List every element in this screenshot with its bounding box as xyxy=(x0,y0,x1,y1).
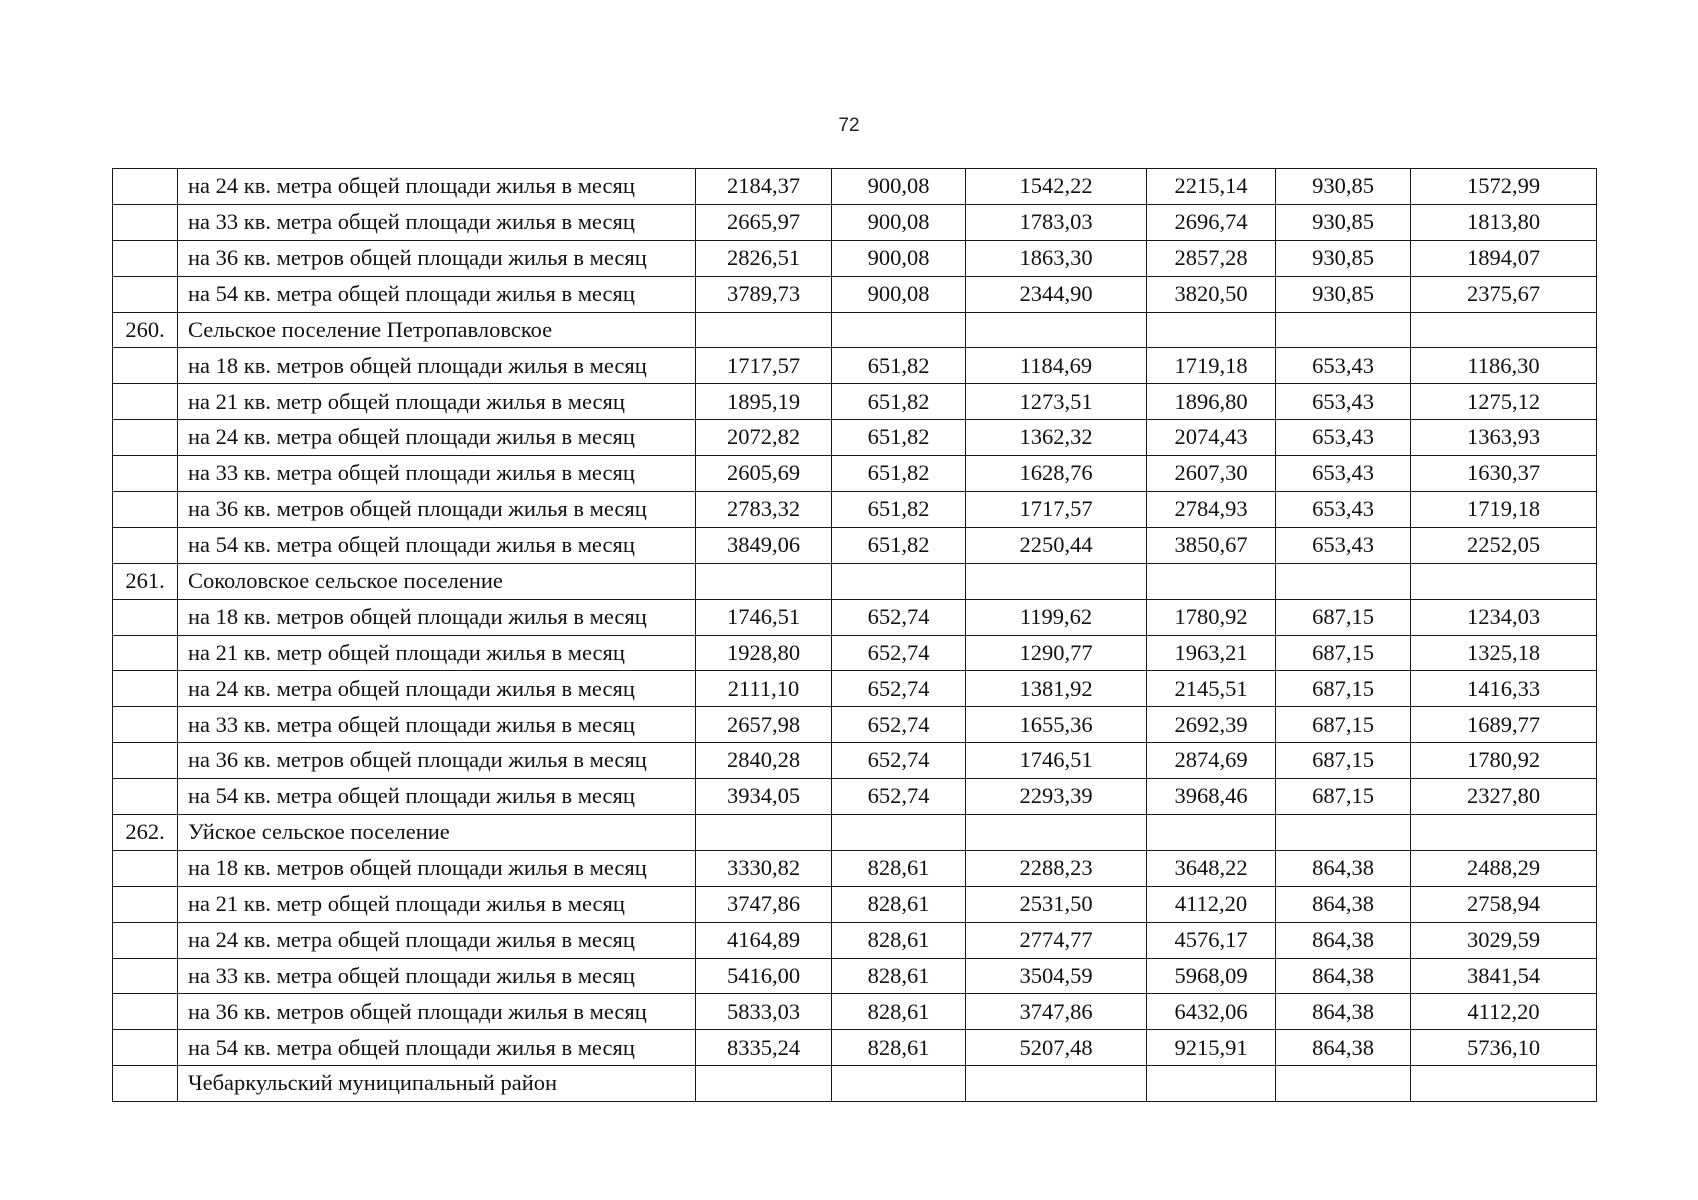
value-cell-4: 2692,39 xyxy=(1147,707,1276,743)
row-number-cell: 261. xyxy=(113,563,178,599)
value-cell-4 xyxy=(1147,1066,1276,1102)
value-cell-3: 1717,57 xyxy=(966,492,1147,528)
value-cell-5: 687,15 xyxy=(1276,707,1411,743)
table-row xyxy=(113,312,1597,348)
row-name-cell: на 18 кв. метров общей площади жилья в месяц xyxy=(178,850,696,886)
row-number-cell xyxy=(113,635,178,671)
value-cell-3: 2531,50 xyxy=(966,886,1147,922)
value-cell-6: 3841,54 xyxy=(1411,958,1597,994)
value-cell-1: 1717,57 xyxy=(696,348,832,384)
value-cell-1: 5833,03 xyxy=(696,994,832,1030)
value-cell-6 xyxy=(1411,312,1597,348)
value-cell-5: 687,15 xyxy=(1276,671,1411,707)
row-number-cell xyxy=(113,527,178,563)
table-body xyxy=(113,169,1597,1102)
value-cell-2: 828,61 xyxy=(832,922,966,958)
value-cell-4 xyxy=(1147,563,1276,599)
row-number-cell xyxy=(113,779,178,815)
value-cell-6: 1630,37 xyxy=(1411,456,1597,492)
value-cell-6: 1275,12 xyxy=(1411,384,1597,420)
value-cell-1: 2111,10 xyxy=(696,671,832,707)
value-cell-3: 1542,22 xyxy=(966,169,1147,205)
value-cell-4: 2857,28 xyxy=(1147,240,1276,276)
row-name-cell: на 18 кв. метров общей площади жилья в месяц xyxy=(178,348,696,384)
value-cell-4: 2215,14 xyxy=(1147,169,1276,205)
value-cell-6: 2758,94 xyxy=(1411,886,1597,922)
value-cell-2: 900,08 xyxy=(832,240,966,276)
row-name-cell: на 36 кв. метров общей площади жилья в месяц xyxy=(178,743,696,779)
table-row xyxy=(113,492,1597,528)
value-cell-2: 651,82 xyxy=(832,420,966,456)
value-cell-5: 930,85 xyxy=(1276,169,1411,205)
table-row xyxy=(113,1066,1597,1102)
row-number-cell xyxy=(113,240,178,276)
value-cell-4 xyxy=(1147,815,1276,851)
row-number-cell xyxy=(113,850,178,886)
value-cell-2 xyxy=(832,312,966,348)
row-name-cell: на 18 кв. метров общей площади жилья в месяц xyxy=(178,599,696,635)
row-number-cell xyxy=(113,420,178,456)
value-cell-4: 2145,51 xyxy=(1147,671,1276,707)
row-name-cell: Соколовское сельское поселение xyxy=(178,563,696,599)
value-cell-3: 1746,51 xyxy=(966,743,1147,779)
row-name-cell: на 54 кв. метра общей площади жилья в месяц xyxy=(178,779,696,815)
value-cell-2: 652,74 xyxy=(832,707,966,743)
value-cell-6: 1780,92 xyxy=(1411,743,1597,779)
table-row xyxy=(113,850,1597,886)
row-number-cell xyxy=(113,492,178,528)
row-name-cell: на 54 кв. метра общей площади жилья в месяц xyxy=(178,276,696,312)
value-cell-3 xyxy=(966,815,1147,851)
value-cell-5: 653,43 xyxy=(1276,456,1411,492)
value-cell-2: 900,08 xyxy=(832,204,966,240)
value-cell-3: 2250,44 xyxy=(966,527,1147,563)
row-name-cell: на 33 кв. метра общей площади жилья в месяц xyxy=(178,456,696,492)
value-cell-2: 651,82 xyxy=(832,492,966,528)
row-number-cell xyxy=(113,169,178,205)
page-number: 72 xyxy=(838,115,860,136)
value-cell-4: 2874,69 xyxy=(1147,743,1276,779)
value-cell-6: 1186,30 xyxy=(1411,348,1597,384)
row-number-cell xyxy=(113,599,178,635)
value-cell-4: 2784,93 xyxy=(1147,492,1276,528)
row-number-cell xyxy=(113,204,178,240)
value-cell-3: 5207,48 xyxy=(966,1030,1147,1066)
value-cell-2 xyxy=(832,1066,966,1102)
value-cell-6: 1572,99 xyxy=(1411,169,1597,205)
table-row xyxy=(113,599,1597,635)
row-name-cell: на 24 кв. метра общей площади жилья в месяц xyxy=(178,671,696,707)
table-row xyxy=(113,527,1597,563)
row-number-cell xyxy=(113,384,178,420)
value-cell-1: 1928,80 xyxy=(696,635,832,671)
value-cell-1: 3330,82 xyxy=(696,850,832,886)
value-cell-3: 1290,77 xyxy=(966,635,1147,671)
value-cell-4: 3648,22 xyxy=(1147,850,1276,886)
value-cell-1 xyxy=(696,563,832,599)
row-number-cell xyxy=(113,743,178,779)
value-cell-2 xyxy=(832,563,966,599)
value-cell-3: 1863,30 xyxy=(966,240,1147,276)
table-row xyxy=(113,707,1597,743)
value-cell-6: 2327,80 xyxy=(1411,779,1597,815)
table-row xyxy=(113,886,1597,922)
row-name-cell: Сельское поселение Петропавловское xyxy=(178,312,696,348)
table-row xyxy=(113,922,1597,958)
value-cell-3 xyxy=(966,563,1147,599)
value-cell-6: 1363,93 xyxy=(1411,420,1597,456)
table-row xyxy=(113,1030,1597,1066)
row-name-cell: Чебаркульский муниципальный район xyxy=(178,1066,696,1102)
value-cell-3: 1381,92 xyxy=(966,671,1147,707)
value-cell-4: 5968,09 xyxy=(1147,958,1276,994)
table-row xyxy=(113,743,1597,779)
row-number-cell xyxy=(113,348,178,384)
value-cell-6: 3029,59 xyxy=(1411,922,1597,958)
table-row xyxy=(113,276,1597,312)
value-cell-1: 2605,69 xyxy=(696,456,832,492)
row-number-cell xyxy=(113,276,178,312)
row-name-cell: на 33 кв. метра общей площади жилья в месяц xyxy=(178,204,696,240)
value-cell-4: 1896,80 xyxy=(1147,384,1276,420)
value-cell-6: 1689,77 xyxy=(1411,707,1597,743)
value-cell-1: 5416,00 xyxy=(696,958,832,994)
value-cell-2: 828,61 xyxy=(832,994,966,1030)
value-cell-6: 5736,10 xyxy=(1411,1030,1597,1066)
value-cell-5: 653,43 xyxy=(1276,420,1411,456)
row-name-cell: на 24 кв. метра общей площади жилья в месяц xyxy=(178,922,696,958)
value-cell-1: 2840,28 xyxy=(696,743,832,779)
value-cell-5: 864,38 xyxy=(1276,886,1411,922)
table-row xyxy=(113,348,1597,384)
value-cell-1: 2657,98 xyxy=(696,707,832,743)
value-cell-2: 651,82 xyxy=(832,348,966,384)
value-cell-3: 1184,69 xyxy=(966,348,1147,384)
value-cell-5: 864,38 xyxy=(1276,922,1411,958)
table-row xyxy=(113,958,1597,994)
value-cell-3: 2774,77 xyxy=(966,922,1147,958)
value-cell-5: 864,38 xyxy=(1276,1030,1411,1066)
value-cell-1: 2783,32 xyxy=(696,492,832,528)
value-cell-6: 2252,05 xyxy=(1411,527,1597,563)
value-cell-5 xyxy=(1276,312,1411,348)
value-cell-2: 900,08 xyxy=(832,169,966,205)
row-name-cell: на 36 кв. метров общей площади жилья в месяц xyxy=(178,492,696,528)
row-name-cell: на 21 кв. метр общей площади жилья в месяц xyxy=(178,886,696,922)
row-name-cell: на 21 кв. метр общей площади жилья в месяц xyxy=(178,384,696,420)
value-cell-2: 652,74 xyxy=(832,671,966,707)
table-row xyxy=(113,994,1597,1030)
table-row xyxy=(113,779,1597,815)
row-name-cell: на 36 кв. метров общей площади жилья в месяц xyxy=(178,240,696,276)
table-row xyxy=(113,169,1597,205)
value-cell-5: 864,38 xyxy=(1276,994,1411,1030)
value-cell-5: 864,38 xyxy=(1276,850,1411,886)
row-number-cell xyxy=(113,922,178,958)
value-cell-2: 652,74 xyxy=(832,779,966,815)
value-cell-2: 651,82 xyxy=(832,456,966,492)
row-number-cell xyxy=(113,1030,178,1066)
value-cell-2: 828,61 xyxy=(832,1030,966,1066)
value-cell-1: 1746,51 xyxy=(696,599,832,635)
row-name-cell: Уйское сельское поселение xyxy=(178,815,696,851)
value-cell-3: 1199,62 xyxy=(966,599,1147,635)
value-cell-2: 828,61 xyxy=(832,886,966,922)
value-cell-1: 4164,89 xyxy=(696,922,832,958)
value-cell-6 xyxy=(1411,1066,1597,1102)
value-cell-5: 653,43 xyxy=(1276,527,1411,563)
value-cell-3: 2344,90 xyxy=(966,276,1147,312)
row-name-cell: на 33 кв. метра общей площади жилья в месяц xyxy=(178,958,696,994)
value-cell-1 xyxy=(696,1066,832,1102)
value-cell-4: 3820,50 xyxy=(1147,276,1276,312)
value-cell-1: 2184,37 xyxy=(696,169,832,205)
value-cell-4: 9215,91 xyxy=(1147,1030,1276,1066)
value-cell-4: 3850,67 xyxy=(1147,527,1276,563)
value-cell-2: 828,61 xyxy=(832,958,966,994)
table-row xyxy=(113,240,1597,276)
value-cell-2: 652,74 xyxy=(832,599,966,635)
value-cell-3: 1273,51 xyxy=(966,384,1147,420)
row-name-cell: на 24 кв. метра общей площади жилья в месяц xyxy=(178,169,696,205)
value-cell-4: 1719,18 xyxy=(1147,348,1276,384)
value-cell-4: 2696,74 xyxy=(1147,204,1276,240)
value-cell-1 xyxy=(696,815,832,851)
value-cell-1: 1895,19 xyxy=(696,384,832,420)
row-number-cell xyxy=(113,994,178,1030)
value-cell-6: 1234,03 xyxy=(1411,599,1597,635)
value-cell-6: 1416,33 xyxy=(1411,671,1597,707)
table-row xyxy=(113,420,1597,456)
value-cell-5: 687,15 xyxy=(1276,635,1411,671)
value-cell-4: 3968,46 xyxy=(1147,779,1276,815)
value-cell-6: 2488,29 xyxy=(1411,850,1597,886)
value-cell-3: 2293,39 xyxy=(966,779,1147,815)
row-number-cell: 260. xyxy=(113,312,178,348)
value-cell-4: 2607,30 xyxy=(1147,456,1276,492)
value-cell-4: 4112,20 xyxy=(1147,886,1276,922)
value-cell-5: 653,43 xyxy=(1276,348,1411,384)
value-cell-2 xyxy=(832,815,966,851)
table-row xyxy=(113,384,1597,420)
table-row xyxy=(113,671,1597,707)
row-name-cell: на 21 кв. метр общей площади жилья в месяц xyxy=(178,635,696,671)
value-cell-3 xyxy=(966,1066,1147,1102)
value-cell-3: 1362,32 xyxy=(966,420,1147,456)
value-cell-1 xyxy=(696,312,832,348)
value-cell-1: 3849,06 xyxy=(696,527,832,563)
value-cell-1: 2072,82 xyxy=(696,420,832,456)
row-number-cell xyxy=(113,958,178,994)
value-cell-4: 1963,21 xyxy=(1147,635,1276,671)
value-cell-4: 2074,43 xyxy=(1147,420,1276,456)
value-cell-5: 653,43 xyxy=(1276,384,1411,420)
value-cell-1: 3747,86 xyxy=(696,886,832,922)
value-cell-1: 8335,24 xyxy=(696,1030,832,1066)
value-cell-5: 687,15 xyxy=(1276,779,1411,815)
value-cell-5 xyxy=(1276,563,1411,599)
value-cell-1: 2665,97 xyxy=(696,204,832,240)
value-cell-3: 3747,86 xyxy=(966,994,1147,1030)
value-cell-5: 930,85 xyxy=(1276,240,1411,276)
value-cell-2: 828,61 xyxy=(832,850,966,886)
value-cell-4: 1780,92 xyxy=(1147,599,1276,635)
value-cell-6 xyxy=(1411,563,1597,599)
table-row xyxy=(113,635,1597,671)
value-cell-6: 2375,67 xyxy=(1411,276,1597,312)
value-cell-1: 2826,51 xyxy=(696,240,832,276)
table-row xyxy=(113,204,1597,240)
row-name-cell: на 36 кв. метров общей площади жилья в месяц xyxy=(178,994,696,1030)
value-cell-6: 1894,07 xyxy=(1411,240,1597,276)
table-row xyxy=(113,456,1597,492)
value-cell-6: 4112,20 xyxy=(1411,994,1597,1030)
table-row xyxy=(113,815,1597,851)
value-cell-2: 652,74 xyxy=(832,743,966,779)
value-cell-3: 2288,23 xyxy=(966,850,1147,886)
value-cell-6: 1719,18 xyxy=(1411,492,1597,528)
row-number-cell xyxy=(113,886,178,922)
value-cell-5: 653,43 xyxy=(1276,492,1411,528)
table-row xyxy=(113,563,1597,599)
value-cell-1: 3934,05 xyxy=(696,779,832,815)
row-name-cell: на 54 кв. метра общей площади жилья в месяц xyxy=(178,1030,696,1066)
row-name-cell: на 24 кв. метра общей площади жилья в месяц xyxy=(178,420,696,456)
value-cell-5: 687,15 xyxy=(1276,599,1411,635)
value-cell-3 xyxy=(966,312,1147,348)
value-cell-2: 900,08 xyxy=(832,276,966,312)
row-number-cell xyxy=(113,1066,178,1102)
value-cell-3: 3504,59 xyxy=(966,958,1147,994)
tariff-table xyxy=(112,168,1597,1102)
row-name-cell: на 54 кв. метра общей площади жилья в месяц xyxy=(178,527,696,563)
row-name-cell: на 33 кв. метра общей площади жилья в месяц xyxy=(178,707,696,743)
value-cell-2: 651,82 xyxy=(832,384,966,420)
value-cell-6: 1325,18 xyxy=(1411,635,1597,671)
value-cell-5: 930,85 xyxy=(1276,204,1411,240)
value-cell-6: 1813,80 xyxy=(1411,204,1597,240)
value-cell-4: 4576,17 xyxy=(1147,922,1276,958)
row-number-cell xyxy=(113,456,178,492)
value-cell-4: 6432,06 xyxy=(1147,994,1276,1030)
value-cell-2: 651,82 xyxy=(832,527,966,563)
value-cell-4 xyxy=(1147,312,1276,348)
value-cell-6 xyxy=(1411,815,1597,851)
row-number-cell xyxy=(113,707,178,743)
value-cell-5: 687,15 xyxy=(1276,743,1411,779)
row-number-cell: 262. xyxy=(113,815,178,851)
value-cell-5 xyxy=(1276,1066,1411,1102)
value-cell-5: 864,38 xyxy=(1276,958,1411,994)
value-cell-3: 1628,76 xyxy=(966,456,1147,492)
value-cell-1: 3789,73 xyxy=(696,276,832,312)
row-number-cell xyxy=(113,671,178,707)
value-cell-3: 1783,03 xyxy=(966,204,1147,240)
value-cell-5: 930,85 xyxy=(1276,276,1411,312)
value-cell-5 xyxy=(1276,815,1411,851)
value-cell-3: 1655,36 xyxy=(966,707,1147,743)
value-cell-2: 652,74 xyxy=(832,635,966,671)
